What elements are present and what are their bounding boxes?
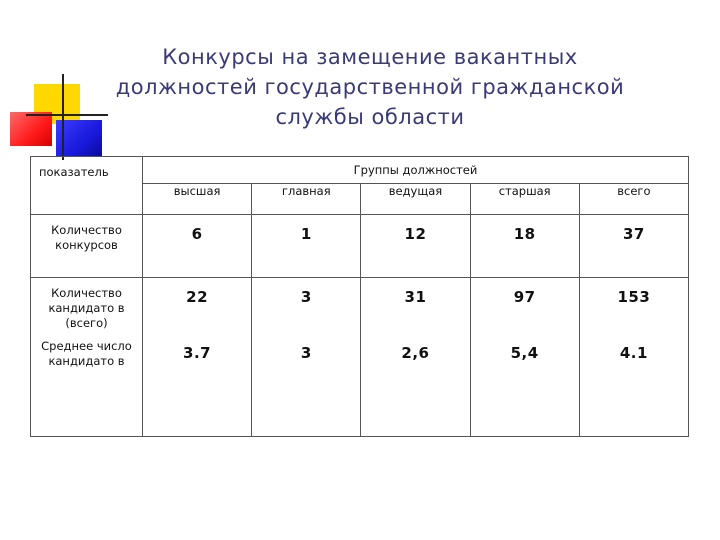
table-cell [470, 215, 579, 278]
table-row [31, 215, 689, 278]
cell-value: 3.7 [183, 344, 212, 362]
header-indicator: показатель [31, 157, 143, 215]
table-row [31, 278, 689, 437]
cell-value: 1 [300, 225, 312, 243]
table-cell [579, 278, 688, 437]
row-label: Количество конкурсов [31, 215, 143, 278]
cell-value: 97 [513, 288, 536, 306]
cell-value: 3 [300, 288, 312, 306]
table-cell [579, 215, 688, 278]
header-position-groups: Группы должностей [143, 157, 689, 184]
cell-value: 5,4 [510, 344, 539, 362]
column-header: ведущая [361, 184, 470, 215]
column-header: всего [579, 184, 688, 215]
row-label: Среднее число кандидато в [41, 339, 132, 368]
logo-horizontal-line [26, 114, 108, 116]
table-cell [361, 215, 470, 278]
column-header: высшая [143, 184, 252, 215]
cell-value: 6 [191, 225, 203, 243]
logo-vertical-line [62, 74, 64, 160]
cell-value: 22 [186, 288, 209, 306]
table-cell [143, 215, 252, 278]
table-cell [252, 278, 361, 437]
cell-value: 3 [300, 344, 312, 362]
table-header-row [31, 157, 689, 184]
cell-value: 2,6 [401, 344, 430, 362]
column-header: главная [252, 184, 361, 215]
cell-value: 153 [617, 288, 651, 306]
cell-value: 37 [622, 225, 645, 243]
logo-red-square [10, 112, 52, 146]
column-header: старшая [470, 184, 579, 215]
table-cell [252, 215, 361, 278]
cell-value: 31 [404, 288, 427, 306]
table-cell [143, 278, 252, 437]
table-cell [470, 278, 579, 437]
row-label-cell [31, 278, 143, 437]
slide-title: Конкурсы на замещение вакантных должностей государственной гражданской службы области [115, 45, 625, 129]
row-label: Количество кандидато в (всего) [48, 286, 125, 330]
cell-value: 18 [513, 225, 536, 243]
cell-value: 4.1 [619, 344, 648, 362]
cell-value: 12 [404, 225, 427, 243]
table-cell [361, 278, 470, 437]
competition-table [30, 156, 689, 437]
